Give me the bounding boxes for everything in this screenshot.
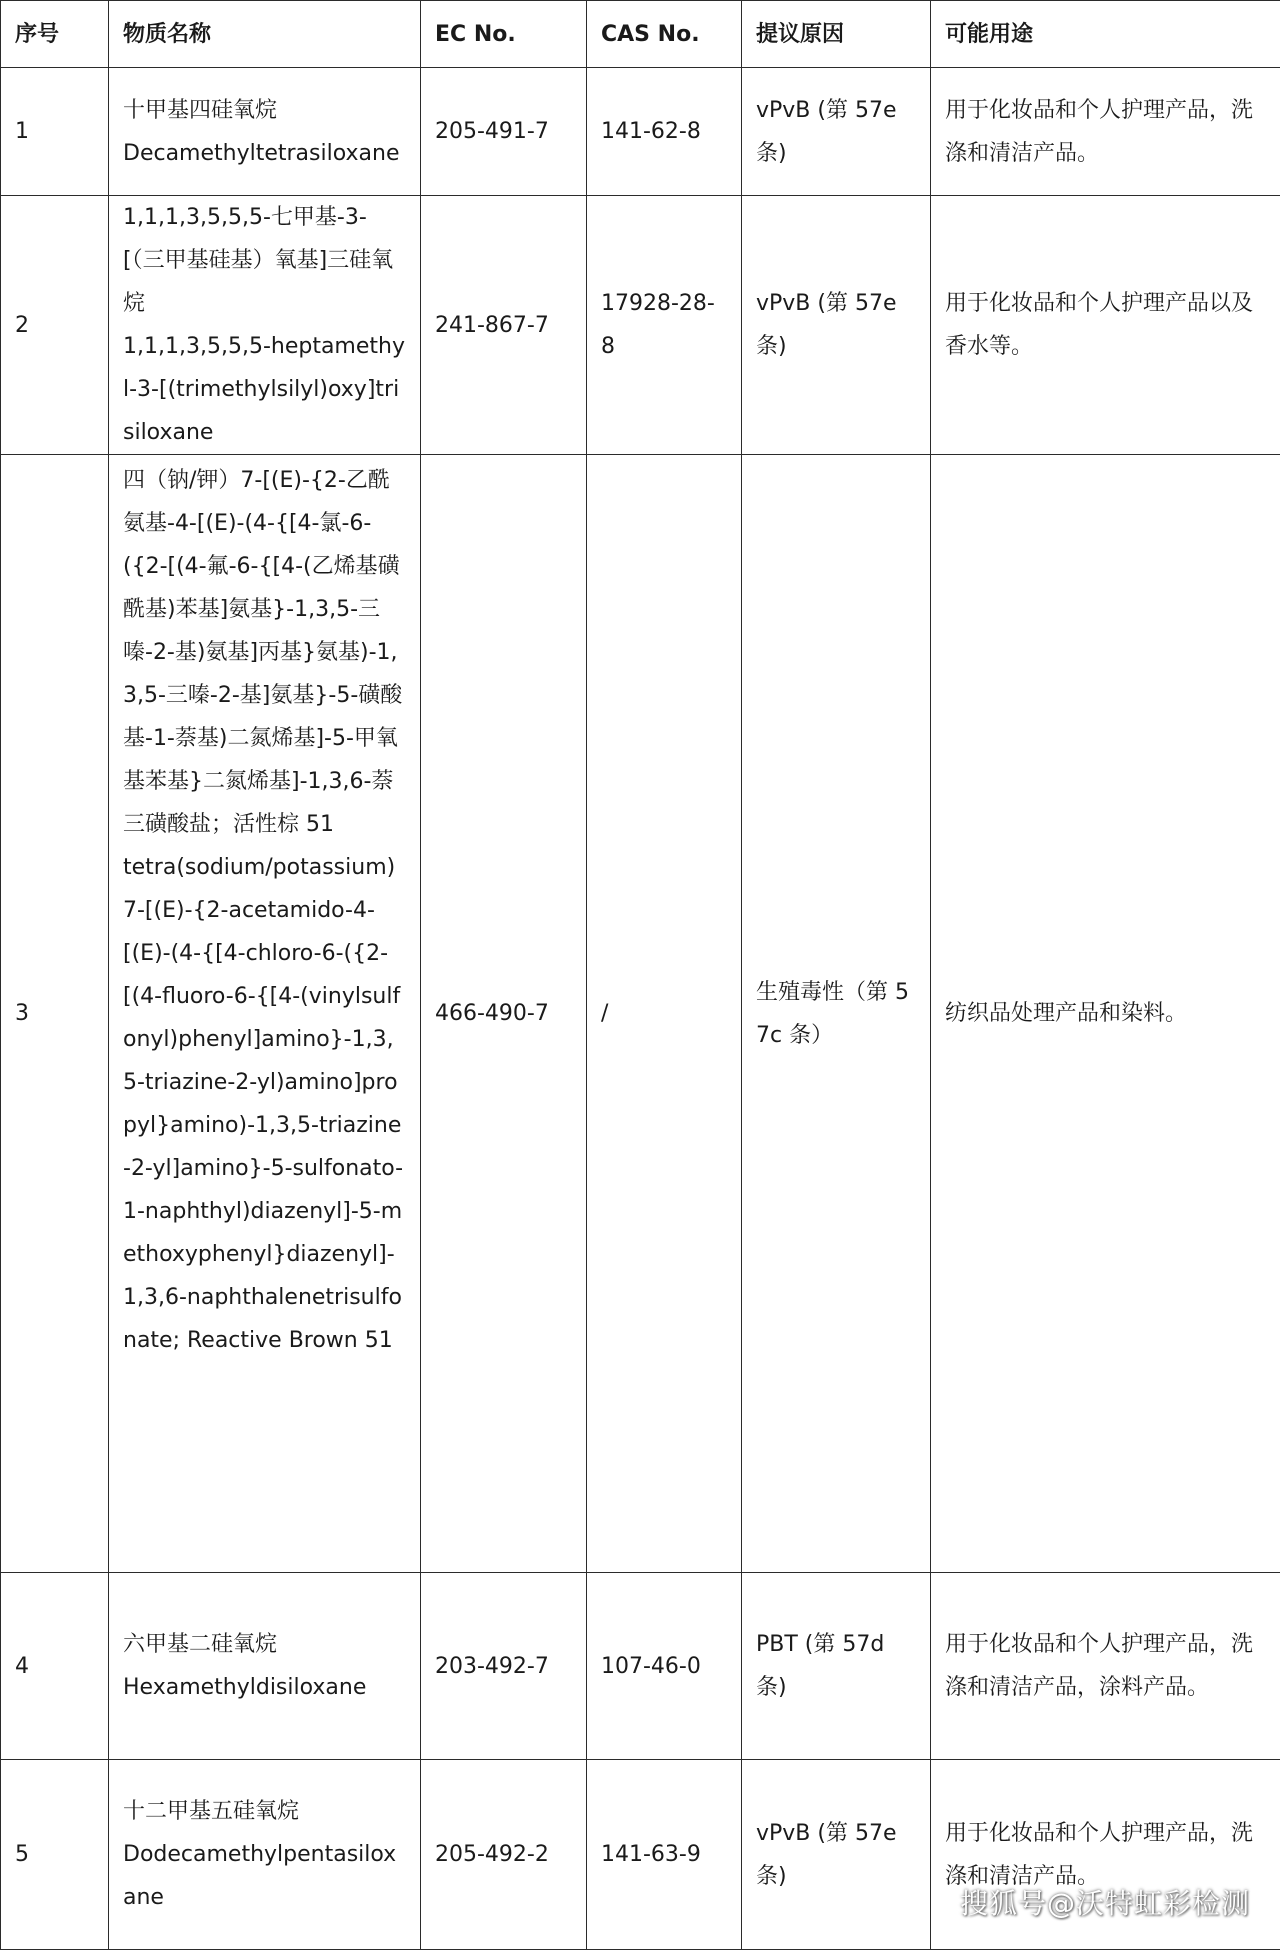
- table-row: [1, 1573, 1280, 1760]
- substance-name-cell: [109, 1573, 421, 1760]
- substance-name-en: Decamethyltetrasiloxane: [123, 132, 406, 175]
- substance-name-cell: [109, 455, 421, 1573]
- substance-name-cn: 十二甲基五硅氧烷: [123, 1790, 406, 1833]
- possible-use: 用于化妆品和个人护理产品以及香水等。: [931, 196, 1280, 455]
- cas-number: 107-46-0: [587, 1573, 742, 1760]
- substance-name-cell: [109, 1760, 421, 1950]
- substance-name-cn: 1,1,1,3,5,5,5-七甲基-3-[（三甲基硅基）氧基]三硅氧烷: [123, 196, 406, 325]
- ec-number: 205-492-2: [421, 1760, 587, 1950]
- proposal-reason: vPvB (第 57e 条): [742, 1760, 931, 1950]
- substance-name-en: 7-[(E)-{2-acetamido-4-[(E)-(4-{[4-chloro-6-({2-[(4-fluoro-6-{[4-(vinylsulfonyl)phenyl]amino}-1,3,5-triazine-2-yl)amino]propyl}amino)-1,3,5-triazine-2-yl]amino}-5-sulfonato-1-naphthyl)diazenyl]-5-methoxyphenyl}diazenyl]-1,3,6-naphthalenetrisulfonate; Reactive Brown 51: [123, 889, 406, 1362]
- substance-name-en: Hexamethyldisiloxane: [123, 1666, 406, 1709]
- substance-name-cn: 十甲基四硅氧烷: [123, 89, 406, 132]
- header-cas: CAS No.: [587, 1, 742, 68]
- header-row: [1, 1, 1280, 68]
- substance-name-cell: [109, 68, 421, 196]
- ec-number: 203-492-7: [421, 1573, 587, 1760]
- header-use: 可能用途: [931, 1, 1280, 68]
- cas-number: 141-62-8: [587, 68, 742, 196]
- cas-number: 17928-28-8: [587, 196, 742, 455]
- ec-number: 241-867-7: [421, 196, 587, 455]
- substance-name-cn: 四（钠/钾）7-[(E)-{2-乙酰氨基-4-[(E)-(4-{[4-氯-6-({2-[(4-氟-6-{[4-(乙烯基磺酰基)苯基]氨基}-1,3,5-三嗪-2-基)氨基]丙基}氨基)-1,3,5-三嗪-2-基]氨基}-5-磺酸基-1-萘基)二氮烯基]-5-甲氧基苯基}二氮烯基]-1,3,6-萘三磺酸盐；活性棕 51: [123, 459, 406, 846]
- proposal-reason: PBT (第 57d 条): [742, 1573, 931, 1760]
- substance-name-cn: 六甲基二硅氧烷: [123, 1623, 406, 1666]
- row-number: 2: [1, 196, 109, 455]
- watermark: 搜狐号@沃特虹彩检测: [960, 1882, 1250, 1922]
- proposal-reason: vPvB (第 57e 条): [742, 196, 931, 455]
- possible-use: 用于化妆品和个人护理产品，洗涤和清洁产品。: [931, 68, 1280, 196]
- row-number: 1: [1, 68, 109, 196]
- table-row: [1, 196, 1280, 455]
- substance-name-cell: [109, 196, 421, 455]
- cas-number: /: [587, 455, 742, 1573]
- proposal-reason: 生殖毒性（第 57c 条）: [742, 455, 931, 1573]
- header-no: 序号: [1, 1, 109, 68]
- ec-number: 466-490-7: [421, 455, 587, 1573]
- possible-use: 纺织品处理产品和染料。: [931, 455, 1280, 1573]
- table-row: [1, 68, 1280, 196]
- possible-use: 用于化妆品和个人护理产品，洗涤和清洁产品，涂料产品。: [931, 1573, 1280, 1760]
- substance-name-en: Dodecamethylpentasiloxane: [123, 1833, 406, 1919]
- row-number: 4: [1, 1573, 109, 1760]
- row-number: 5: [1, 1760, 109, 1950]
- cas-number: 141-63-9: [587, 1760, 742, 1950]
- substance-name-en-prefix: tetra(sodium/potassium): [123, 846, 406, 889]
- header-name: 物质名称: [109, 1, 421, 68]
- header-reason: 提议原因: [742, 1, 931, 68]
- ec-number: 205-491-7: [421, 68, 587, 196]
- substance-name-en: 1,1,1,3,5,5,5-heptamethyl-3-[(trimethylsilyl)oxy]trisiloxane: [123, 325, 406, 454]
- header-ec: EC No.: [421, 1, 587, 68]
- proposal-reason: vPvB (第 57e 条): [742, 68, 931, 196]
- table-row: [1, 455, 1280, 1573]
- row-number: 3: [1, 455, 109, 1573]
- possible-use: 用于化妆品和个人护理产品，洗涤和清洁产品。: [931, 1760, 1280, 1950]
